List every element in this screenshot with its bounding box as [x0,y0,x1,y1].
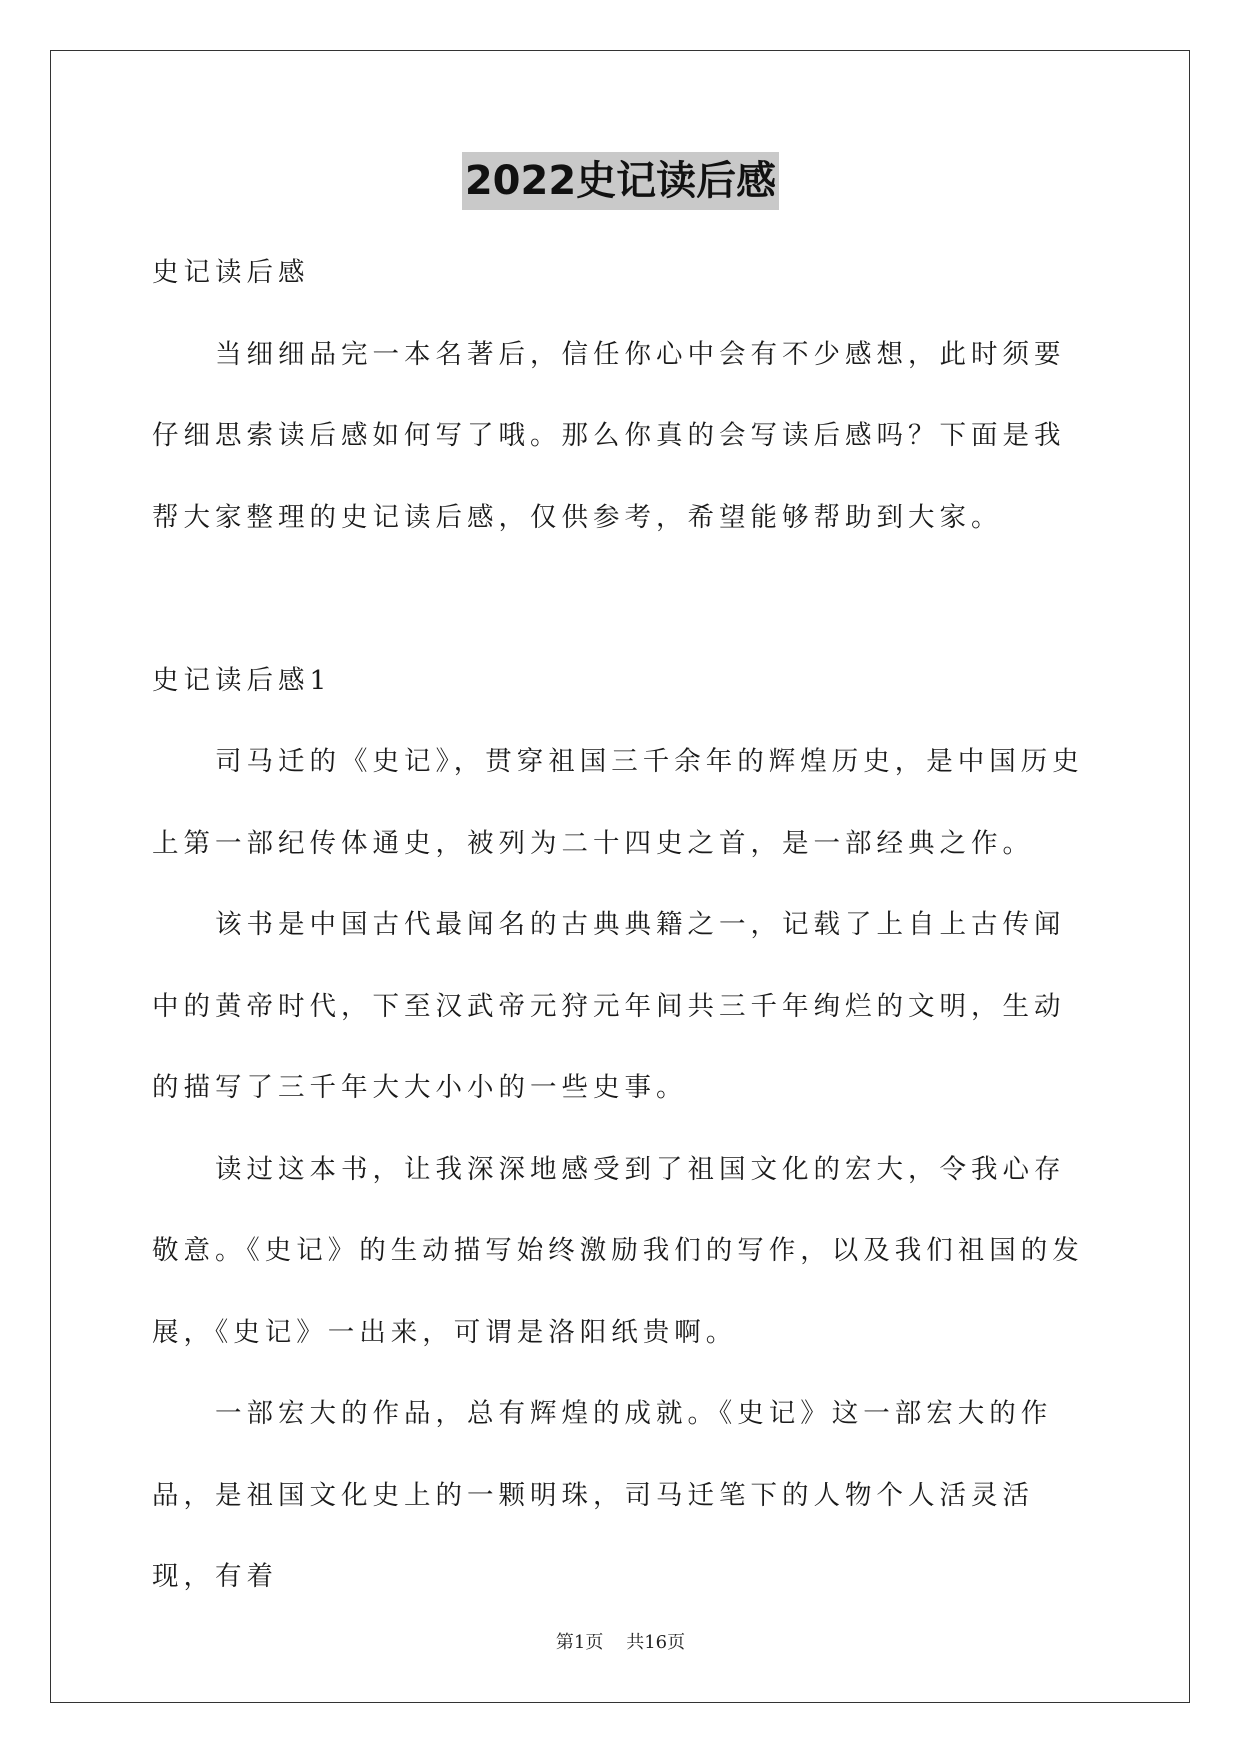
document-heading: 史记读后感 [152,257,310,288]
body-paragraph: 司马迁的《史记》，贯穿祖国三千余年的辉煌历史，是中国历史上第一部纪传体通史，被列为二十四史之首，是一部经典之作。 [152,746,1084,859]
body-paragraph: 该书是中国古代最闻名的古典典籍之一，记载了上自上古传闻中的黄帝时代，下至汉武帝元狩元年间共三千年绚烂的文明，生动的描写了三千年大大小小的一些史事。 [152,909,1066,1103]
section-heading: 史记读后感1 [152,664,332,696]
page-total: 共16页 [626,1632,686,1653]
blank-line [152,558,1092,640]
title-container [0,152,1241,210]
body-paragraph: 读过这本书，让我深深地感受到了祖国文化的宏大，令我心存敬意。《史记》的生动描写始终激励我们的写作，以及我们祖国的发展，《史记》一出来，可谓是洛阳纸贵啊。 [152,1153,1084,1348]
page-footer [0,1628,1241,1654]
intro-paragraph: 当细细品完一本名著后，信任你心中会有不少感想，此时须要仔细思索读后感如何写了哦。那么你真的会写读后感吗？下面是我帮大家整理的史记读后感，仅供参考，希望能够帮助到大家。 [152,338,1066,533]
body-paragraph: 一部宏大的作品，总有辉煌的成就。《史记》这一部宏大的作品，是祖国文化史上的一颗明珠，司马迁笔下的人物个人活灵活现，有着 [152,1398,1053,1592]
document-body [152,232,1092,1618]
page-number: 第1页 [555,1632,604,1653]
document-title: 2022史记读后感 [462,152,779,210]
